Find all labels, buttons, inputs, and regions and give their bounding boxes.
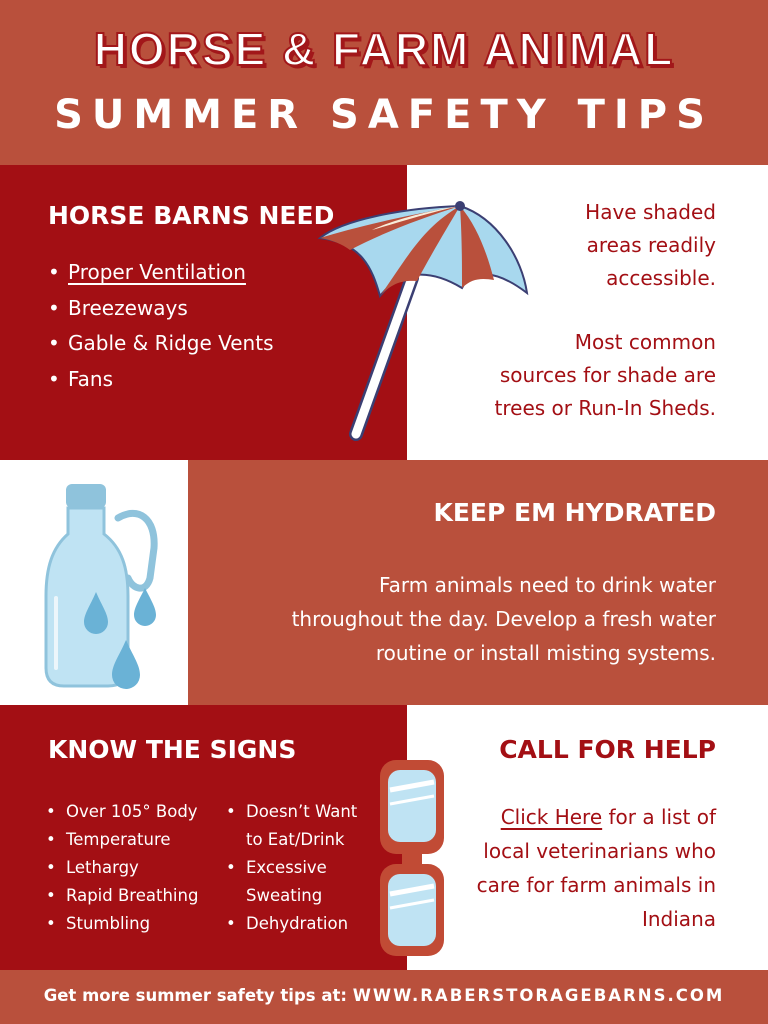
list-item: • Rapid Breathing bbox=[46, 882, 198, 910]
list-item: • Breezeways bbox=[48, 291, 274, 327]
help-line: local veterinarians who bbox=[483, 839, 716, 863]
shade-line: Most common bbox=[574, 330, 716, 354]
list-item: • Over 105° Body bbox=[46, 798, 198, 826]
hydrate-line: routine or install misting systems. bbox=[375, 641, 716, 665]
footer-text bbox=[0, 986, 768, 1005]
signs-heading: KNOW THE SIGNS bbox=[48, 735, 297, 764]
hydrate-line: throughout the day. Develop a fresh water bbox=[291, 607, 716, 631]
list-item-text: Excessive bbox=[246, 858, 327, 877]
help-line: Indiana bbox=[641, 907, 716, 931]
help-line bbox=[416, 800, 716, 834]
shade-line: accessible. bbox=[606, 266, 716, 290]
website-link[interactable]: WWW.RABERSTORAGEBARNS.COM bbox=[352, 986, 725, 1005]
water-drop-icon bbox=[110, 638, 142, 690]
list-item: • Gable & Ridge Vents bbox=[48, 326, 274, 362]
shade-text-top bbox=[585, 196, 716, 295]
shade-line: trees or Run-In Sheds. bbox=[494, 396, 716, 420]
footer-lead: Get more summer safety tips at: bbox=[43, 986, 353, 1005]
list-item[interactable] bbox=[48, 255, 274, 291]
hydrate-line: Farm animals need to drink water bbox=[378, 573, 716, 597]
signs-list-left bbox=[46, 798, 198, 938]
list-item: • Lethargy bbox=[46, 854, 198, 882]
barns-list bbox=[48, 255, 274, 397]
shade-line: Have shaded bbox=[585, 200, 716, 224]
list-item-text: to Eat/Drink bbox=[246, 830, 345, 849]
help-heading: CALL FOR HELP bbox=[499, 735, 716, 764]
water-drop-icon bbox=[82, 590, 110, 636]
help-text bbox=[416, 800, 716, 936]
page-title: HORSE & FARM ANIMAL bbox=[93, 23, 675, 75]
signs-list-right bbox=[226, 798, 357, 938]
beach-umbrella-icon bbox=[312, 198, 537, 448]
list-item: • Temperature bbox=[46, 826, 198, 854]
list-item: • Fans bbox=[48, 362, 274, 398]
help-line-text: for a list of bbox=[602, 805, 716, 829]
list-item: • Dehydration bbox=[226, 910, 357, 938]
list-item: • Stumbling bbox=[46, 910, 198, 938]
shade-line: areas readily bbox=[586, 233, 716, 257]
water-drop-icon bbox=[132, 586, 158, 628]
list-item-text: Doesn’t Want bbox=[246, 802, 358, 821]
list-item bbox=[226, 798, 357, 854]
shade-line: sources for shade are bbox=[499, 363, 716, 387]
click-here-link[interactable]: Click Here bbox=[500, 805, 603, 829]
list-item bbox=[226, 854, 357, 910]
hydrate-text bbox=[196, 568, 716, 670]
proper-ventilation-link[interactable]: Proper Ventilation bbox=[68, 260, 246, 284]
barns-heading: HORSE BARNS NEED bbox=[48, 201, 335, 230]
hydrate-heading: KEEP EM HYDRATED bbox=[433, 498, 716, 527]
page-subtitle: SUMMER SAFETY TIPS bbox=[54, 92, 714, 138]
help-line: care for farm animals in bbox=[476, 873, 716, 897]
list-item-text: Sweating bbox=[246, 886, 323, 905]
